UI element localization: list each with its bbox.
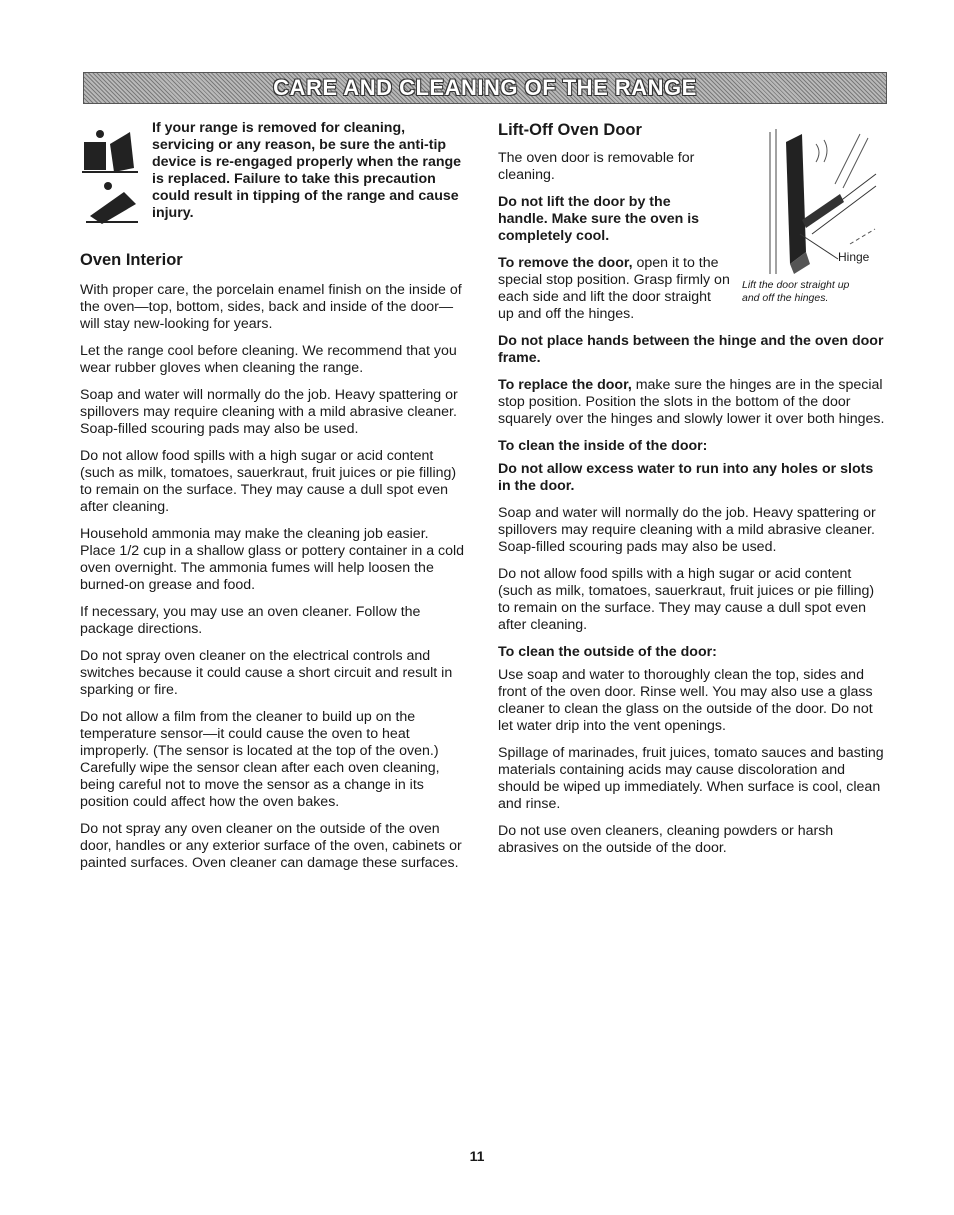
tipping-warning-icon bbox=[80, 124, 142, 224]
warning-paragraph: Do not place hands between the hinge and the oven door frame. bbox=[498, 333, 884, 366]
warning-paragraph: Do not lift the door by the handle. Make sure the oven is completely cool. bbox=[498, 194, 700, 244]
warning-paragraph: Do not allow excess water to run into any holes or slots in the door. bbox=[498, 461, 874, 494]
paragraph: Do not allow a film from the cleaner to build up on the temperature sensor—it could cause the oven to heat improperly. (The sensor is located at the top of the oven.) Carefully wipe the sensor clean after each oven cleaning, being careful not to move the sensor as a change in its position could affect how the oven bakes. bbox=[80, 709, 440, 810]
page-number: 11 bbox=[469, 1148, 485, 1164]
caption-line: Lift the door straight up bbox=[742, 279, 850, 291]
left-column bbox=[80, 120, 465, 882]
outside-door-heading: To clean the outside of the door: bbox=[498, 644, 717, 660]
paragraph: Do not allow food spills with a high sugar or acid content (such as milk, tomatoes, sauerkraut, fruit juices or pie filling) to remain on the surface. They may cause a dull spot even after cleaning. bbox=[498, 566, 875, 633]
replace-door-lead: To replace the door, bbox=[498, 377, 632, 393]
hinge-label: Hinge bbox=[838, 250, 870, 264]
section-banner bbox=[83, 72, 887, 104]
replace-door-text: make sure the hinges are in the special stop position. Position the slots in the bottom of the door squarely over the hinges and slowly lower it over both hinges. bbox=[498, 377, 885, 427]
anti-tip-warning bbox=[80, 120, 465, 230]
paragraph: Do not spray any oven cleaner on the outside of the oven door, handles or any exterior surface of the oven, cabinets or painted surfaces. Oven cleaner can damage these surfaces. bbox=[80, 821, 462, 871]
paragraph: Soap and water will normally do the job. Heavy spattering or spillovers may require cleaning with a mild abrasive cleaner. Soap-filled scouring pads may also be used. bbox=[498, 505, 876, 555]
warning-text: If your range is removed for cleaning, servicing or any reason, be sure the anti-tip device is re-engaged properly when the range is replaced. Failure to take this precaution could result in tipping of the range and cause injury. bbox=[152, 120, 462, 221]
paragraph: Spillage of marinades, fruit juices, tomato sauces and basting materials containing acids may cause discoloration and should be wiped up immediately. When surface is cool, clean and rinse. bbox=[498, 745, 884, 812]
paragraph: The oven door is removable for cleaning. bbox=[498, 150, 695, 183]
paragraph: Household ammonia may make the cleaning job easier. Place 1/2 cup in a shallow glass or pottery container in a cold oven overnight. The ammonia fumes will help loosen the burned-on grease and food. bbox=[80, 526, 465, 593]
figure-caption bbox=[742, 279, 849, 305]
remove-door-lead: To remove the door, bbox=[498, 255, 633, 271]
paragraph: Use soap and water to thoroughly clean the top, sides and front of the oven door. Rinse well. You may also use a glass cleaner to clean the glass on the outside of the door. Do not let water drip into the vent openings. bbox=[498, 667, 873, 734]
paragraph: With proper care, the porcelain enamel finish on the inside of the oven—top, bottom, sides, back and inside of the door—will stay new-looking for years. bbox=[80, 282, 462, 332]
remove-door-text: open it to the special stop position. Grasp firmly on each side and lift the door straight up and off the hinges. bbox=[498, 255, 730, 322]
inside-door-heading: To clean the inside of the door: bbox=[498, 438, 708, 454]
lift-off-door-heading: Lift-Off Oven Door bbox=[498, 121, 642, 139]
paragraph: Soap and water will normally do the job. Heavy spattering or spillovers may require cleaning with a mild abrasive cleaner. Soap-filled scouring pads may also be used. bbox=[80, 387, 458, 437]
paragraph: Let the range cool before cleaning. We recommend that you wear rubber gloves when cleaning the range. bbox=[80, 343, 457, 376]
paragraph: Do not spray oven cleaner on the electrical controls and switches because it could cause a short circuit and result in sparking or fire. bbox=[80, 648, 453, 698]
caption-line: and off the hinges. bbox=[742, 292, 829, 304]
section-title: CARE AND CLEANING OF THE RANGE bbox=[273, 75, 697, 100]
replace-door-paragraph bbox=[498, 377, 888, 428]
oven-interior-heading: Oven Interior bbox=[80, 251, 183, 269]
paragraph: Do not use oven cleaners, cleaning powders or harsh abrasives on the outside of the door. bbox=[498, 823, 834, 856]
remove-door-paragraph bbox=[498, 255, 730, 323]
paragraph: Do not allow food spills with a high sugar or acid content (such as milk, tomatoes, sauerkraut, fruit juices or pie filling) to remain on the surface. They may cause a dull spot even after cleaning. bbox=[80, 448, 457, 515]
paragraph: If necessary, you may use an oven cleaner. Follow the package directions. bbox=[80, 604, 421, 637]
